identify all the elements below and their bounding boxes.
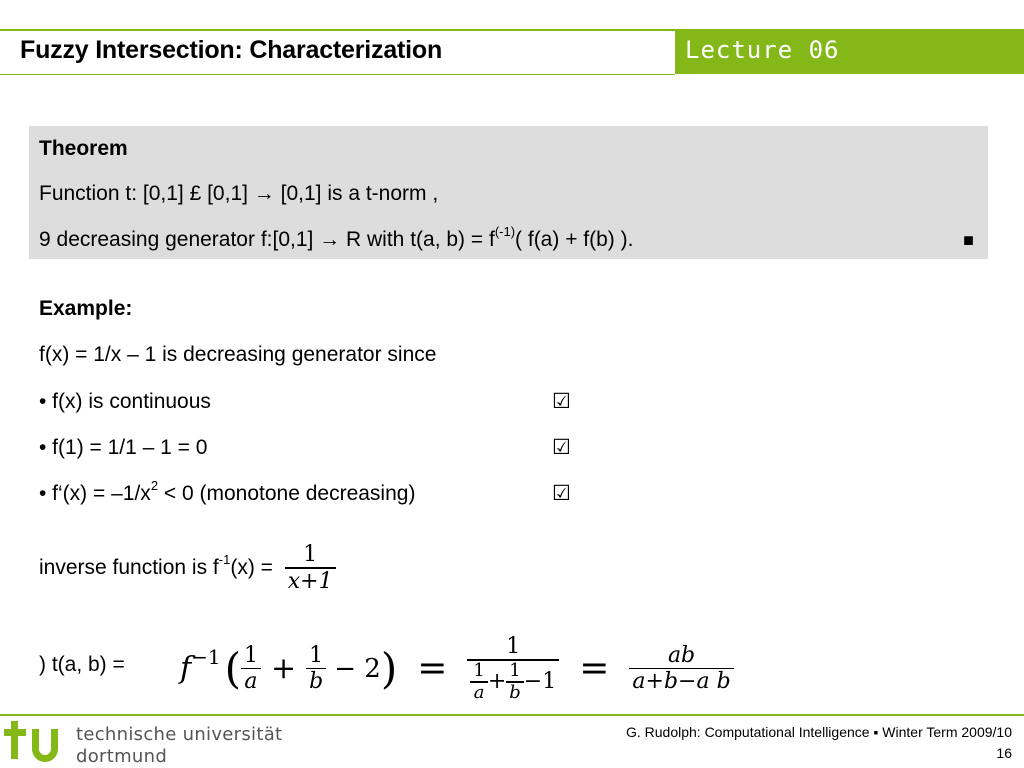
checkbox-checked-icon: ☑ <box>552 389 571 413</box>
formula-equals-1: = <box>417 648 448 690</box>
qed-square-icon: ■ <box>963 230 974 250</box>
middle-den-frac-b <box>506 661 524 704</box>
footer-credit-text: G. Rudolph: Computational Intelligence ▪ Winter Term 2009/10 <box>625 724 1012 740</box>
theorem-line-2-suffix: ( f(a) + f(b) ). <box>515 228 634 251</box>
inverse-numerator: 1 <box>303 542 318 567</box>
bullet-f-of-one: • f(1) = 1/1 – 1 = 0 <box>39 436 208 459</box>
middle-den-a-den: a <box>473 681 485 703</box>
theorem-box <box>29 126 988 259</box>
formula-frac-b <box>306 643 326 695</box>
formula-plus: + <box>270 651 297 687</box>
footer-rule <box>0 714 1024 716</box>
result-label: ) t(a, b) = <box>39 653 125 676</box>
theorem-line-1: Function t: [0,1] £ [0,1] → [0,1] is a t-norm , <box>39 182 439 205</box>
formula-left-paren: ( <box>224 643 241 693</box>
page-number: 16 <box>996 745 1012 761</box>
title-underline <box>0 74 675 75</box>
inverse-suffix: (x) = <box>230 555 279 579</box>
university-line-2: dortmund <box>76 746 168 767</box>
middle-den-frac-a <box>470 661 487 704</box>
theorem-line-2-prefix: 9 decreasing generator f:[0,1] → R with t(a, b) = f <box>39 228 495 251</box>
formula-right-paren: ) <box>380 643 398 693</box>
bullet-derivative-sup: 2 <box>150 478 159 493</box>
middle-den-b-den: b <box>509 681 521 703</box>
slide-title: Fuzzy Intersection: Characterization <box>20 36 443 64</box>
university-name <box>76 724 282 768</box>
formula-exponent: −1 <box>191 644 221 669</box>
theorem-line-2-sup: (-1) <box>494 224 516 239</box>
tu-logo-icon <box>4 717 66 767</box>
lecture-badge-label: Lecture 06 <box>685 36 840 64</box>
inverse-fraction <box>285 542 336 594</box>
theorem-heading: Theorem <box>39 137 128 160</box>
theorem-line-2 <box>39 224 634 252</box>
bullet-continuous: • f(x) is continuous <box>39 390 211 413</box>
frac-a-num: 1 <box>243 642 258 668</box>
formula-f: f <box>180 651 192 687</box>
middle-num: 1 <box>506 634 521 659</box>
formula-equals-2: = <box>579 648 610 690</box>
bullet-derivative-prefix: • f‘(x) = –1/x <box>39 482 151 505</box>
checkbox-checked-icon: ☑ <box>552 481 571 505</box>
middle-den <box>467 661 559 704</box>
formula-frac-a <box>241 643 261 695</box>
university-line-1: technische universität <box>76 724 283 745</box>
formula-minus-two: − 2 <box>334 653 381 684</box>
footer-credit <box>626 722 1012 764</box>
result-formula <box>180 634 734 703</box>
middle-den-b-num: 1 <box>509 659 521 681</box>
inverse-function-line: inverse function is f $^{-1}$ (x) = $\frac{1}{x+1}$ <box>39 542 336 594</box>
bullet-derivative <box>39 478 416 506</box>
example-intro: f(x) = 1/x – 1 is decreasing generator since <box>39 343 437 366</box>
frac-a-den: a <box>244 669 258 695</box>
middle-den-a-num: 1 <box>473 659 485 681</box>
checkbox-checked-icon: ☑ <box>552 435 571 459</box>
inverse-denominator: x+1 <box>287 568 333 594</box>
middle-den-tail: −1 <box>523 669 557 695</box>
inverse-prefix: inverse function is f <box>39 555 219 579</box>
example-heading: Example: <box>39 297 133 320</box>
middle-den-plus: + <box>487 669 507 695</box>
right-num: ab <box>667 642 696 668</box>
right-den: a+b−a b <box>632 669 731 695</box>
frac-b-den: b <box>309 669 324 695</box>
bullet-derivative-suffix: < 0 (monotone decreasing) <box>158 482 416 505</box>
formula-right-fraction <box>629 643 733 695</box>
lecture-badge <box>675 29 1024 74</box>
frac-b-num: 1 <box>309 642 324 668</box>
formula-middle-fraction <box>467 634 559 703</box>
